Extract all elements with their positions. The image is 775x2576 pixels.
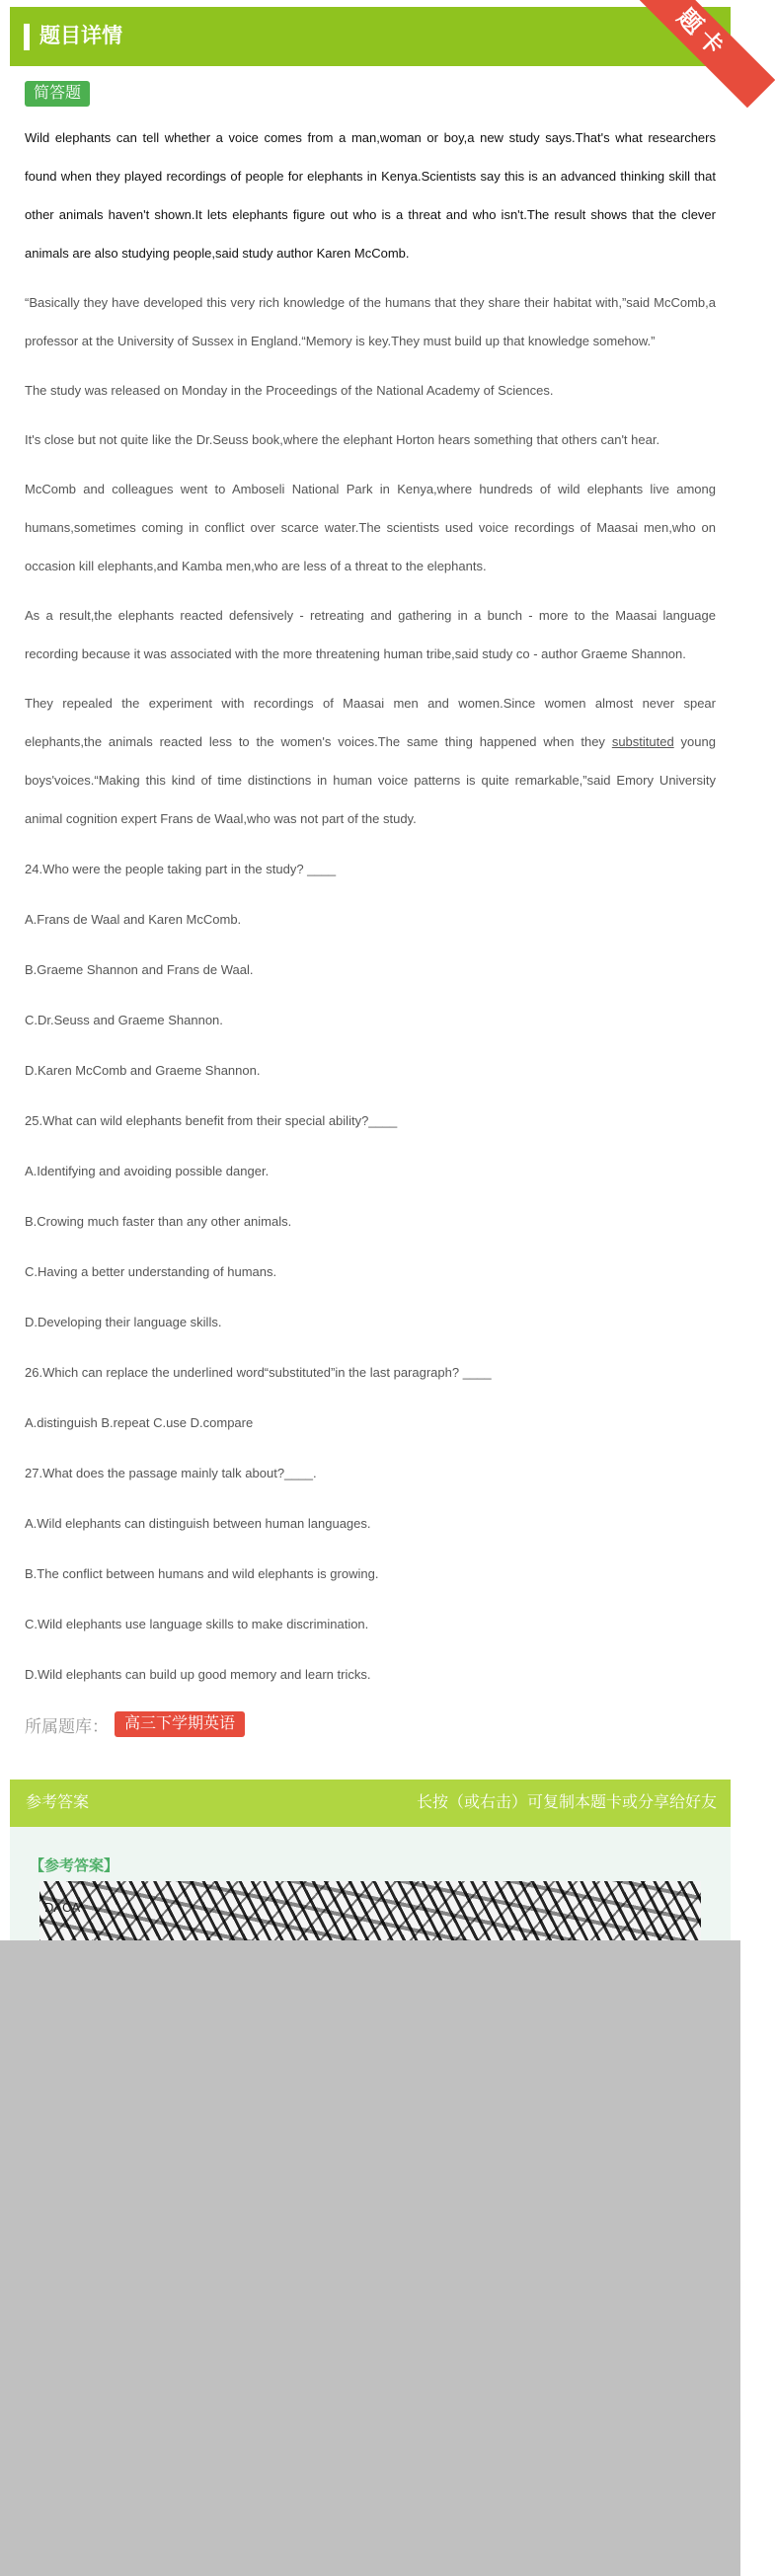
share-hint: 长按（或右击）可复制本题卡或分享给好友 bbox=[416, 1794, 717, 1811]
answer-header bbox=[10, 1780, 731, 1827]
question-option[interactable]: A.Identifying and avoiding possible danger. bbox=[25, 1164, 270, 1178]
passage-paragraph: “Basically they have developed this very rich knowledge of the humans that they share their habitat with,”said McComb,a professor at the University of Sussex in England.“Memory is key.They must build up that knowledge somehow.” bbox=[25, 295, 716, 348]
question-option[interactable]: B.Graeme Shannon and Frans de Waal. bbox=[25, 962, 254, 977]
question-bank bbox=[25, 1711, 245, 1737]
question-option[interactable]: B.The conflict between humans and wild elephants is growing. bbox=[25, 1566, 379, 1581]
question-option[interactable]: A.distinguish B.repeat C.use D.compare bbox=[25, 1415, 254, 1430]
underlined-word: substituted bbox=[611, 734, 674, 749]
gray-overlay bbox=[0, 1940, 740, 2576]
question-bank-label: 所属题库： bbox=[25, 1716, 109, 1736]
header-accent-bar bbox=[24, 24, 30, 50]
question-stem: 26.Which can replace the underlined word“substituted”in the last paragraph? ____ bbox=[25, 1365, 492, 1380]
question-option[interactable]: B.Crowing much faster than any other animals. bbox=[25, 1214, 292, 1229]
question-option[interactable]: C.Having a better understanding of humans. bbox=[25, 1264, 277, 1279]
passage-last-paragraph bbox=[25, 684, 716, 838]
card-ribbon-label[interactable]: 题卡 bbox=[629, 0, 775, 108]
question-bank-link[interactable]: 高三下学期英语 bbox=[115, 1711, 245, 1737]
last-paragraph-after: young boys'voices.“Making this kind of time distinctions in human voice patterns is quite remarkable,”said Emory University animal cognition expert Frans de Waal,who was not part of the study. bbox=[25, 734, 716, 826]
answer-obscured-area bbox=[39, 1881, 701, 1945]
question-option[interactable]: D.Karen McComb and Graeme Shannon. bbox=[25, 1063, 261, 1078]
question-option[interactable]: D.Developing their language skills. bbox=[25, 1315, 222, 1329]
question-option[interactable]: A.Frans de Waal and Karen McComb. bbox=[25, 912, 242, 927]
page-title: 题目详情 bbox=[39, 25, 122, 47]
question-option[interactable]: C.Wild elephants use language skills to make discrimination. bbox=[25, 1617, 369, 1631]
passage-paragraph: McComb and colleagues went to Amboseli National Park in Kenya,where hundreds of wild elephants live among humans,sometimes coming in conflict over scarce water.The scientists used voice recordings of Maasai men,who on occasion kill elephants,and Kamba men,who are less of a threat to the elephants. bbox=[25, 482, 716, 573]
question-option[interactable]: D.Wild elephants can build up good memory and learn tricks. bbox=[25, 1667, 371, 1682]
question-content bbox=[25, 118, 716, 1694]
passage-lead: Wild elephants can tell whether a voice comes from a man,woman or boy,a new study says.That's what researchers found when they played recordings of people for elephants in Kenya.Scientists say this is an advanced thinking skill that other animals haven't shown.It lets elephants figure out who is a threat and who isn't.The result shows that the clever animals are also studying people,said study author Karen McComb. bbox=[25, 130, 716, 261]
reference-answer-label: 【参考答案】 bbox=[30, 1857, 119, 1874]
answer-key: DACA bbox=[44, 1900, 81, 1915]
last-paragraph-before: They repealed the experiment with recordings of Maasai men and women.Since women almost never spear elephants,the animals reacted less to the women's voices.The same thing happened when they bbox=[25, 696, 716, 749]
question-stem: 24.Who were the people taking part in the study? ____ bbox=[25, 862, 337, 876]
page-header bbox=[10, 3, 734, 66]
question-stem: 25.What can wild elephants benefit from their special ability?____ bbox=[25, 1113, 398, 1128]
question-option[interactable]: A.Wild elephants can distinguish between human languages. bbox=[25, 1516, 371, 1531]
passage-paragraph: It's close but not quite like the Dr.Seuss book,where the elephant Horton hears something that others can't hear. bbox=[25, 432, 660, 447]
question-stem: 27.What does the passage mainly talk about?____. bbox=[25, 1466, 317, 1480]
passage-paragraph: The study was released on Monday in the Proceedings of the National Academy of Sciences. bbox=[25, 383, 554, 398]
question-type-badge: 简答题 bbox=[25, 81, 90, 107]
answer-content bbox=[10, 1827, 731, 1945]
answer-title: 参考答案 bbox=[26, 1794, 90, 1811]
passage-paragraph: As a result,the elephants reacted defensively - retreating and gathering in a bunch - more to the Maasai language recording because it was associated with the more threatening human tribe,said study co - author Graeme Shannon. bbox=[25, 608, 716, 661]
question-option[interactable]: C.Dr.Seuss and Graeme Shannon. bbox=[25, 1013, 223, 1027]
card-ribbon[interactable] bbox=[630, 0, 740, 108]
